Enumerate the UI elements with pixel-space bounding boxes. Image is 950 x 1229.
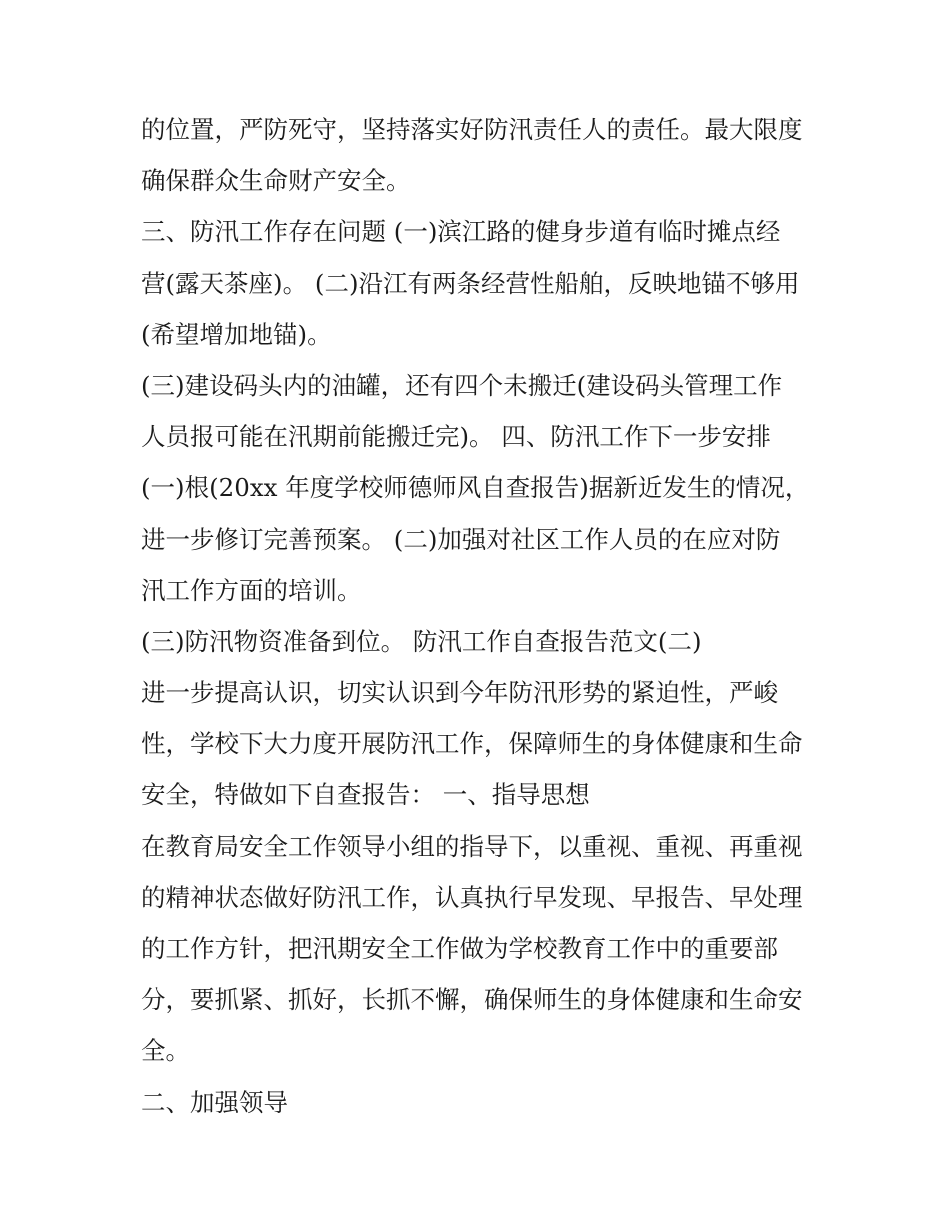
text-line: 确保群众生命财产安全。 — [141, 166, 411, 196]
text-line: 的位置，严防死守，坚持落实好防汛责任人的责任。最大限度 — [141, 115, 803, 144]
text-line: 在教育局安全工作领导小组的指导下，以重视、重视、再重视 — [141, 831, 803, 861]
text-line: 安全，特做如下自查报告： 一、指导思想 — [141, 780, 590, 810]
text-line: 汛工作方面的培训。 — [141, 575, 362, 605]
text-line: (三)建设码头内的油罐，还有四个未搬迁(建设码头管理工作 — [141, 370, 783, 400]
text-line: 二、加强领导 — [141, 1087, 288, 1117]
text-line: (三)防汛物资准备到位。 防汛工作自查报告范文(二) — [141, 626, 702, 656]
text-line: 的精神状态做好防汛工作，认真执行早发现、早报告、早处理 — [141, 882, 803, 912]
text-line: 三、防汛工作存在问题 (一)滨江路的健身步道有临时摊点经 — [141, 217, 781, 247]
text-line: 全。 — [141, 1036, 190, 1066]
text-line: 人员报可能在汛期前能搬迁完)。 四、防汛工作下一步安排 — [141, 422, 771, 452]
text-line: 营(露天茶座)。 (二)沿江有两条经营性船舶，反映地锚不够用 — [141, 268, 800, 298]
text-line: 性，学校下大力度开展防汛工作，保障师生的身体健康和生命 — [141, 729, 803, 759]
text-line: 分，要抓紧、抓好，长抓不懈，确保师生的身体健康和生命安 — [141, 985, 803, 1015]
text-line: (希望增加地锚)。 — [141, 319, 332, 349]
text-line: 进一步提高认识，切实认识到今年防汛形势的紧迫性，严峻 — [141, 678, 778, 708]
text-line: 进一步修订完善预案。 (二)加强对社区工作人员的在应对防 — [141, 524, 781, 554]
text-line: 的工作方针，把汛期安全工作做为学校教育工作中的重要部 — [141, 934, 778, 963]
text-line: (一)根(20xx 年度学校师德师风自查报告)据新近发生的情况， — [141, 473, 810, 503]
document-body — [141, 104, 821, 1128]
